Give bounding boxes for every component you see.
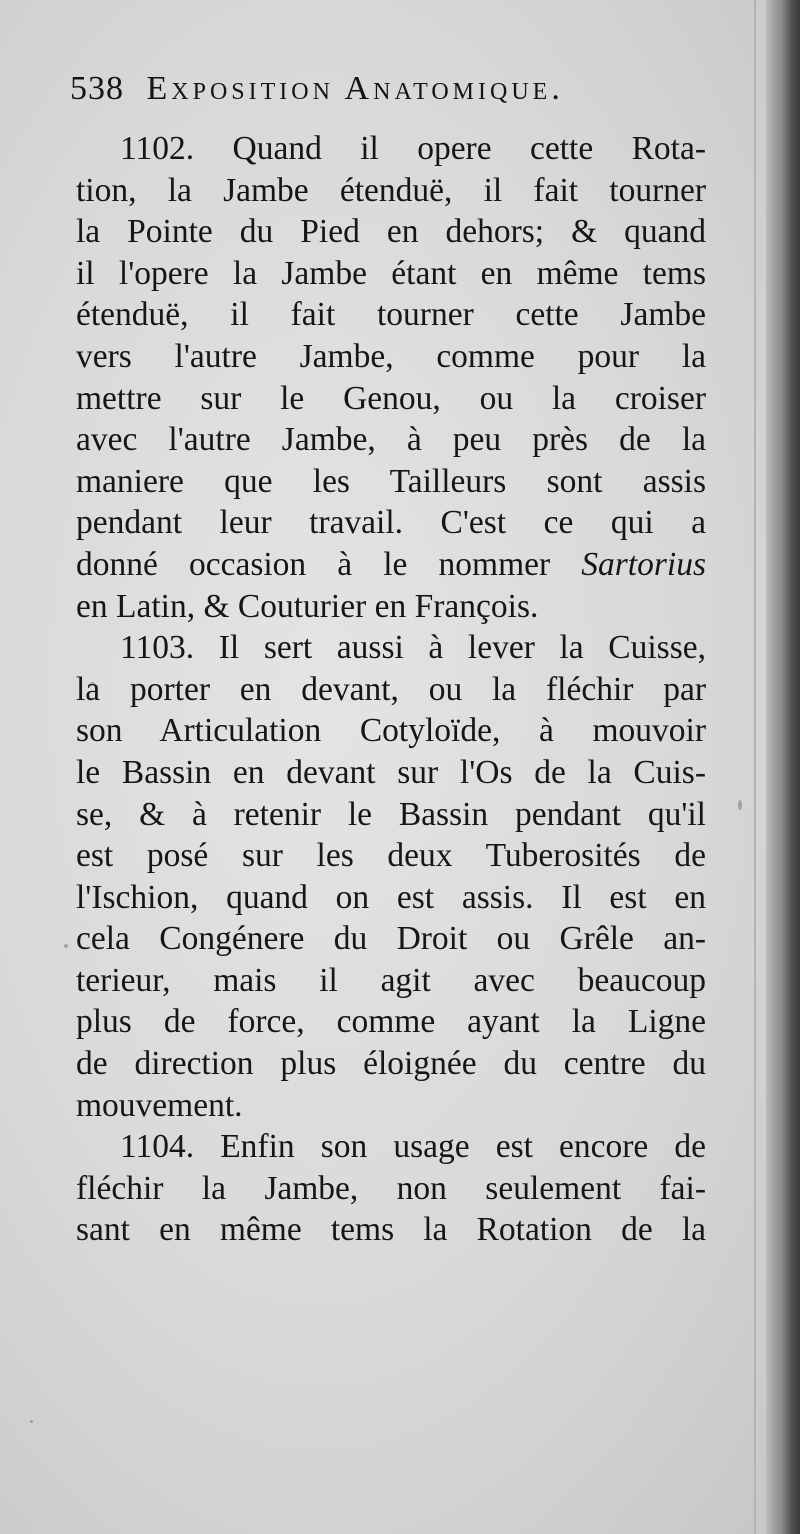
text-line-content: l'Ischion, quand on est assis. Il est en bbox=[76, 878, 706, 916]
text-line-content: en Latin, & Couturier en François. bbox=[76, 587, 539, 625]
text-line-content: est posé sur les deux Tuberosités de bbox=[76, 837, 706, 875]
text-line bbox=[76, 918, 706, 960]
text-line-content: mettre sur le Genou, ou la croiser bbox=[76, 379, 706, 417]
text-line-content: 1104. Enfin son usage est encore de bbox=[120, 1128, 706, 1166]
text-line-content: de direction plus éloignée du centre du bbox=[76, 1045, 706, 1083]
text-line bbox=[76, 378, 706, 420]
page-number: 538 bbox=[70, 70, 124, 107]
text-line bbox=[76, 1001, 706, 1043]
text-line-content: tion, la Jambe étenduë, il fait tourner bbox=[76, 171, 706, 209]
text-line bbox=[76, 128, 706, 170]
text-line bbox=[76, 1126, 706, 1168]
text-line bbox=[76, 253, 706, 295]
text-line bbox=[76, 502, 706, 544]
text-line bbox=[76, 419, 706, 461]
italic-term: Sartorius bbox=[581, 545, 706, 583]
paper-speck bbox=[738, 800, 742, 810]
text-line bbox=[76, 461, 706, 503]
page-edge-line bbox=[754, 0, 756, 1534]
text-line-content: avec l'autre Jambe, à peu près de la bbox=[76, 421, 706, 459]
text-line-content: la porter en devant, ou la fléchir par bbox=[76, 670, 706, 708]
text-line-content: étenduë, il fait tourner cette Jambe bbox=[76, 296, 706, 334]
text-line-content: se, & à retenir le Bassin pendant qu'il bbox=[76, 795, 706, 833]
text-line-content: mouvement. bbox=[76, 1086, 243, 1124]
text-line-content: terieur, mais il agit avec beaucoup bbox=[76, 961, 706, 999]
text-line-content: 1103. Il sert aussi à lever la Cuisse, bbox=[120, 629, 706, 667]
text-line bbox=[76, 1209, 706, 1251]
paper-speck bbox=[64, 944, 68, 948]
text-line bbox=[76, 336, 706, 378]
text-line-content: fléchir la Jambe, non seulement fai- bbox=[76, 1169, 706, 1207]
text-line-content: il l'opere la Jambe étant en même tems bbox=[76, 254, 706, 292]
text-line bbox=[76, 294, 706, 336]
text-line bbox=[76, 877, 706, 919]
running-head bbox=[70, 70, 710, 122]
text-line bbox=[76, 170, 706, 212]
text-line-content: donné occasion à le nommer bbox=[76, 545, 582, 583]
text-line bbox=[76, 627, 706, 669]
running-title: Exposition Anatomique. bbox=[146, 70, 564, 107]
text-line-content: 1102. Quand il opere cette Rota- bbox=[120, 130, 706, 167]
text-line bbox=[76, 211, 706, 253]
text-line-content: le Bassin en devant sur l'Os de la Cuis- bbox=[76, 753, 706, 791]
text-line bbox=[76, 669, 706, 711]
text-line bbox=[76, 710, 706, 752]
body-text bbox=[76, 128, 706, 1251]
text-line bbox=[76, 1085, 706, 1127]
text-line-content: maniere que les Tailleurs sont assis bbox=[76, 462, 706, 500]
text-line-content: la Pointe du Pied en dehors; & quand bbox=[76, 213, 706, 251]
text-line bbox=[76, 835, 706, 877]
text-line-content: sant en même tems la Rotation de la bbox=[76, 1211, 706, 1249]
text-line bbox=[76, 794, 706, 836]
page-binding-edge bbox=[766, 0, 800, 1534]
text-line bbox=[76, 1168, 706, 1210]
text-line bbox=[76, 1043, 706, 1085]
text-line-content: cela Congénere du Droit ou Grêle an- bbox=[76, 920, 706, 958]
text-line-content: vers l'autre Jambe, comme pour la bbox=[76, 337, 706, 375]
text-line bbox=[76, 586, 706, 628]
text-line bbox=[76, 752, 706, 794]
text-line-content: pendant leur travail. C'est ce qui a bbox=[76, 504, 706, 542]
text-line-content: son Articulation Cotyloïde, à mouvoir bbox=[76, 712, 706, 750]
text-line-content: plus de force, comme ayant la Ligne bbox=[76, 1003, 706, 1041]
text-line bbox=[76, 544, 706, 586]
text-line bbox=[76, 960, 706, 1002]
paper-speck bbox=[30, 1420, 33, 1423]
